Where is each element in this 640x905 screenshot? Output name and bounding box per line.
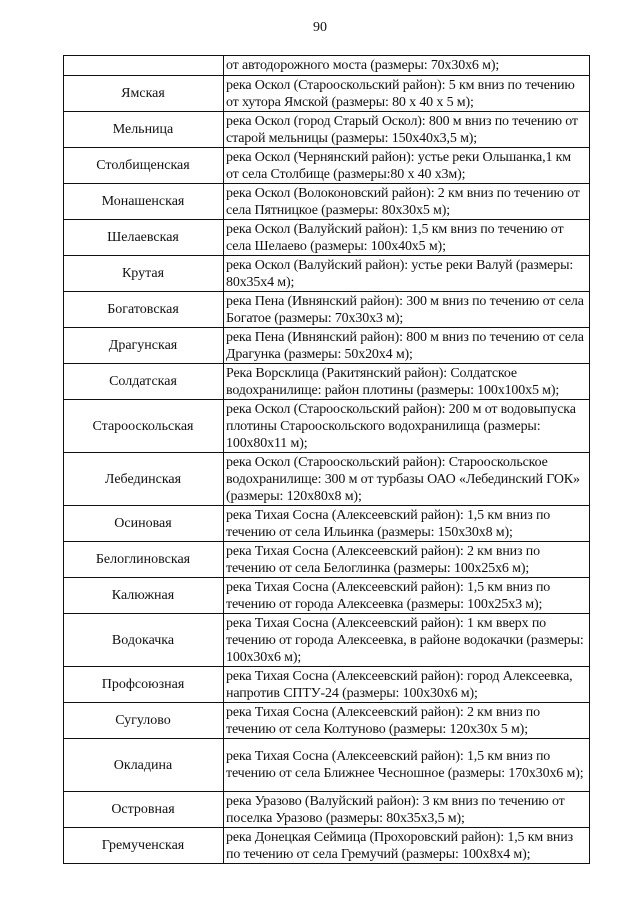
site-description-cell: река Тихая Сосна (Алексеевский район): 1 км вверх по течению от города Алексеевка, в районе водокачки (размеры: 100х30х6 м);	[224, 614, 590, 667]
table-row	[64, 364, 590, 400]
table-row	[64, 148, 590, 184]
site-description-cell: река Тихая Сосна (Алексеевский район): город Алексеевка, напротив СПТУ-24 (размеры: 100х30х6 м);	[224, 667, 590, 703]
site-description-cell: река Оскол (Старооскольский район): 5 км вниз по течению от хутора Ямской (размеры: 80 х 40 х 5 м);	[224, 76, 590, 112]
table-body	[64, 56, 590, 864]
table-row	[64, 578, 590, 614]
site-name-cell: Осиновая	[64, 506, 224, 542]
table-row	[64, 703, 590, 739]
table-row	[64, 56, 590, 76]
table-row	[64, 400, 590, 453]
table-row	[64, 256, 590, 292]
site-name-cell: Мельница	[64, 112, 224, 148]
site-name-cell: Драгунская	[64, 328, 224, 364]
table-row	[64, 542, 590, 578]
site-description-cell: река Пена (Ивнянский район): 300 м вниз по течению от села Богатое (размеры: 70х30х3 м);	[224, 292, 590, 328]
site-name-cell: Окладина	[64, 739, 224, 792]
site-description-cell: река Оскол (Валуйский район): 1,5 км вниз по течению от села Шелаево (размеры: 100х40х5 м);	[224, 220, 590, 256]
site-description-cell: река Тихая Сосна (Алексеевский район): 2 км вниз по течению от села Колтуново (размеры: 120х30х 5 м);	[224, 703, 590, 739]
table-row	[64, 292, 590, 328]
reservoir-table	[63, 55, 590, 864]
site-description-cell: река Пена (Ивнянский район): 800 м вниз по течению от села Драгунка (размеры: 50х20х4 м);	[224, 328, 590, 364]
site-description-cell: река Оскол (Валуйский район): устье реки Валуй (размеры: 80х35х4 м);	[224, 256, 590, 292]
site-name-cell: Гремученская	[64, 828, 224, 864]
page-number: 90	[313, 20, 327, 35]
site-name-cell: Профсоюзная	[64, 667, 224, 703]
table-row	[64, 76, 590, 112]
site-description-cell: река Тихая Сосна (Алексеевский район): 2 км вниз по течению от села Белоглинка (размеры: 100х25х6 м);	[224, 542, 590, 578]
site-name-cell: Островная	[64, 792, 224, 828]
site-name-cell: Крутая	[64, 256, 224, 292]
site-name-cell: Старооскольская	[64, 400, 224, 453]
site-name-cell: Сугулово	[64, 703, 224, 739]
site-description-cell: река Оскол (Волоконовский район): 2 км вниз по течению от села Пятницкое (размеры: 80х30х5 м);	[224, 184, 590, 220]
site-description-cell: река Донецкая Сеймица (Прохоровский район): 1,5 км вниз по течению от села Гремучий (размеры: 100х8х4 м);	[224, 828, 590, 864]
site-name-cell: Калюжная	[64, 578, 224, 614]
table-row	[64, 184, 590, 220]
site-description-cell: река Уразово (Валуйский район): 3 км вниз по течению от поселка Уразово (размеры: 80х35х3,5 м);	[224, 792, 590, 828]
table-row	[64, 453, 590, 506]
site-description-cell: река Оскол (Чернянский район): устье реки Ольшанка,1 км от села Столбище (размеры:80 х 40 х3м);	[224, 148, 590, 184]
table-row	[64, 614, 590, 667]
site-name-cell: Белоглиновская	[64, 542, 224, 578]
table-row	[64, 328, 590, 364]
table-row	[64, 112, 590, 148]
table-row	[64, 792, 590, 828]
site-name-cell: Ямская	[64, 76, 224, 112]
site-name-cell: Богатовская	[64, 292, 224, 328]
site-name-cell: Шелаевская	[64, 220, 224, 256]
site-name-cell: Столбищенская	[64, 148, 224, 184]
table-row	[64, 667, 590, 703]
site-name-cell: Лебединская	[64, 453, 224, 506]
site-description-cell: река Оскол (Старооскольский район): 200 м от водовыпуска плотины Старооскольского водохранилища (размеры: 100х80х11 м);	[224, 400, 590, 453]
table-row	[64, 739, 590, 792]
site-description-cell: река Оскол (город Старый Оскол): 800 м вниз по течению от старой мельницы (размеры: 150х40х3,5 м);	[224, 112, 590, 148]
site-name-cell: Водокачка	[64, 614, 224, 667]
table-row	[64, 828, 590, 864]
site-name-cell	[64, 56, 224, 76]
site-description-cell: река Тихая Сосна (Алексеевский район): 1,5 км вниз по течению от села Ближнее Чесношное (размеры: 170х30х6 м);	[224, 739, 590, 792]
site-description-cell: река Оскол (Старооскольский район): Старооскольское водохранилище: 300 м от турбазы ОАО «Лебединский ГОК» (размеры: 120х80х8 м);	[224, 453, 590, 506]
table-row	[64, 506, 590, 542]
site-description-cell: река Тихая Сосна (Алексеевский район): 1,5 км вниз по течению от города Алексеевка (размеры: 100х25х3 м);	[224, 578, 590, 614]
site-description-cell: Река Ворсклица (Ракитянский район): Солдатское водохранилище: район плотины (размеры: 100х100х5 м);	[224, 364, 590, 400]
site-name-cell: Солдатская	[64, 364, 224, 400]
table-row	[64, 220, 590, 256]
site-description-cell: река Тихая Сосна (Алексеевский район): 1,5 км вниз по течению от села Ильинка (размеры: 150х30х8 м);	[224, 506, 590, 542]
site-description-cell: от автодорожного моста (размеры: 70х30х6 м);	[224, 56, 590, 76]
site-name-cell: Монашенская	[64, 184, 224, 220]
